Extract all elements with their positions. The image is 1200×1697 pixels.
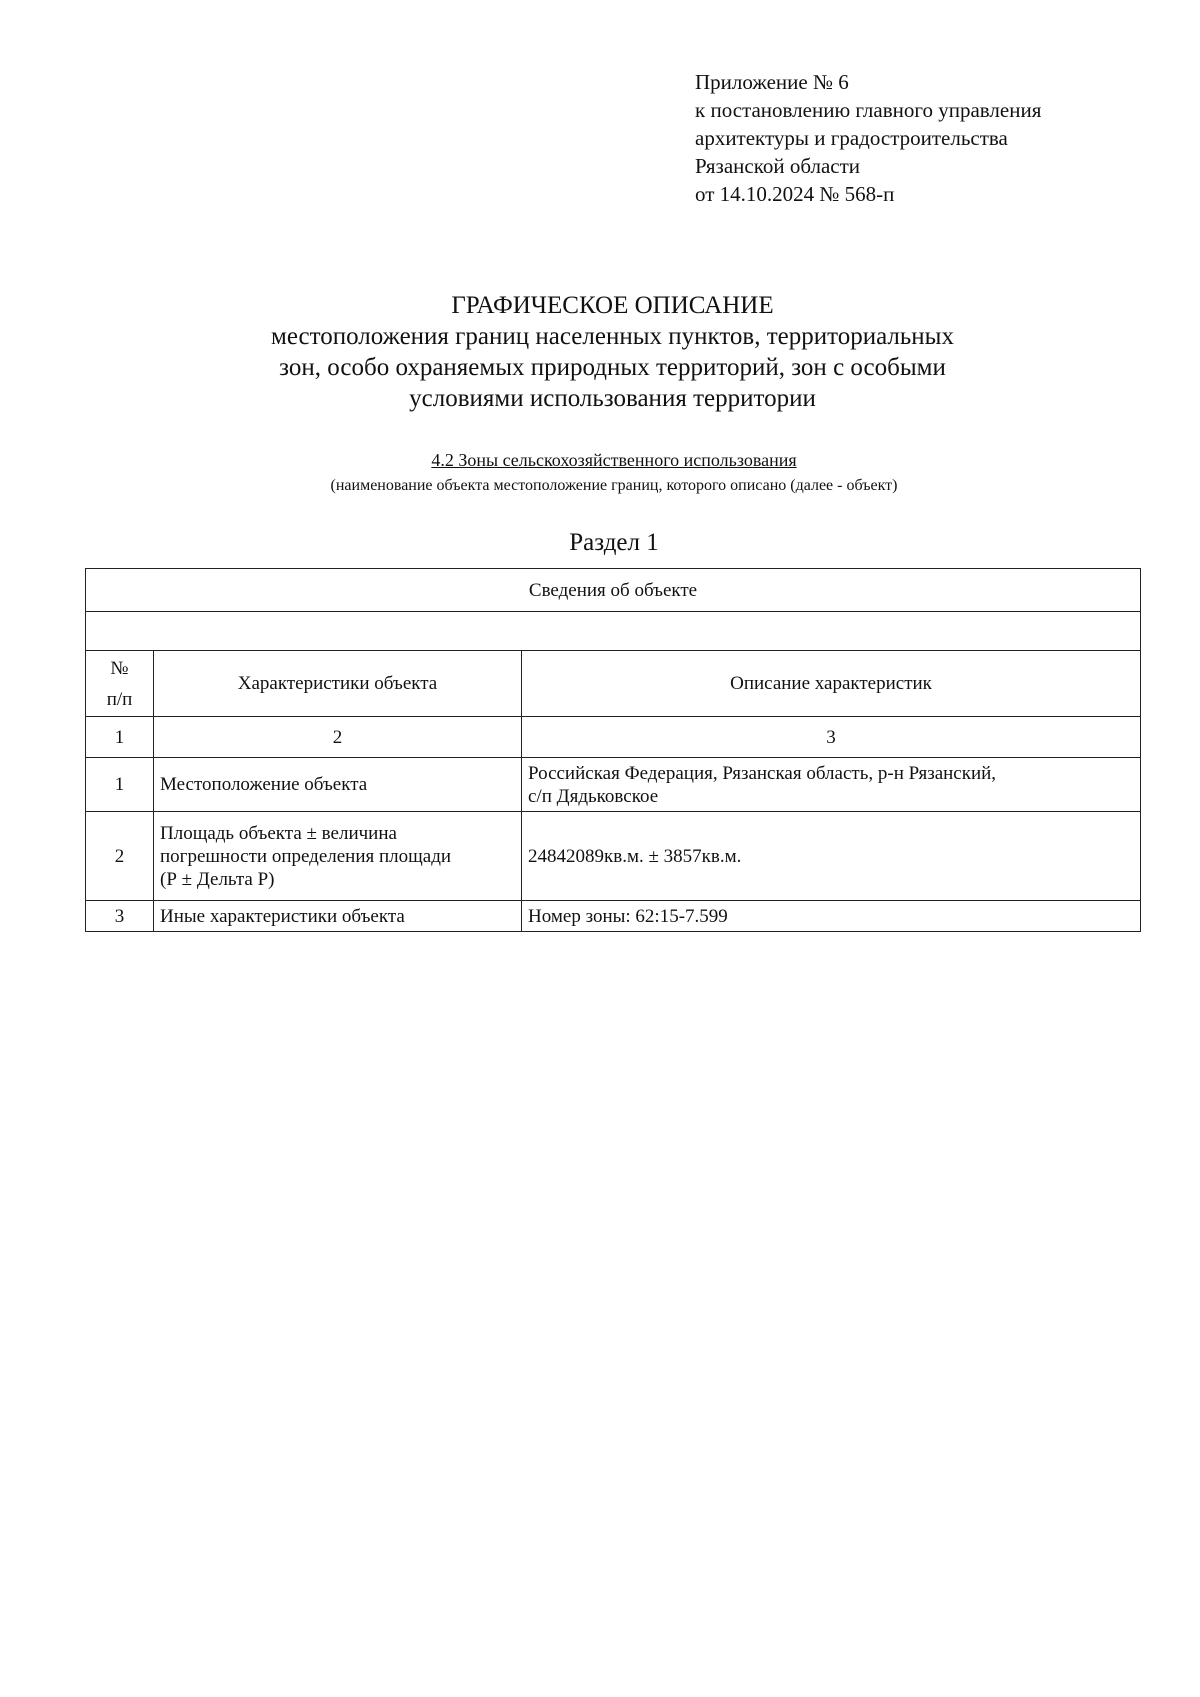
table-title-row: [86, 569, 1141, 612]
index-cell: 2: [154, 717, 522, 758]
header-num: [86, 651, 154, 717]
title-sub-line: условиями использования территории: [409, 385, 816, 412]
row-characteristic-line: (Р ± Дельта Р): [160, 868, 275, 890]
row-characteristic-line: Площадь объекта ± величина: [160, 822, 397, 844]
index-cell: 3: [522, 717, 1141, 758]
header-num-line2: п/п: [106, 688, 133, 710]
approval-line: архитектуры и градостроительства: [695, 126, 1008, 150]
approval-line: Рязанской области: [695, 154, 861, 178]
row-num: 1: [86, 758, 154, 812]
table-header-row: [86, 651, 1141, 717]
title-sub-line: местоположения границ населенных пунктов, территориальных: [271, 323, 954, 350]
approval-block: [695, 68, 1041, 208]
index-cell: 1: [86, 717, 154, 758]
title-main: ГРАФИЧЕСКОЕ ОПИСАНИЕ: [451, 292, 774, 319]
row-characteristic: [154, 812, 522, 901]
table-empty-row: [86, 612, 1141, 651]
approval-line: от 14.10.2024 № 568-п: [695, 182, 895, 206]
document-title: [0, 290, 1200, 414]
table-row: [86, 812, 1141, 901]
row-description: Номер зоны: 62:15-7.599: [522, 901, 1141, 932]
object-name: 4.2 Зоны сельскохозяйственного использования: [431, 450, 797, 470]
object-info-table: [85, 568, 1141, 932]
table-empty-cell: [86, 612, 1141, 651]
row-num: 3: [86, 901, 154, 932]
table-row: [86, 901, 1141, 932]
row-characteristic: Иные характеристики объекта: [154, 901, 522, 932]
row-num: 2: [86, 812, 154, 901]
table-index-row: [86, 717, 1141, 758]
row-description-line: Российская Федерация, Рязанская область, р-н Рязанский,: [528, 762, 997, 784]
row-description-line: с/п Дядьковское: [528, 785, 659, 807]
object-caption: (наименование объекта местоположение границ, которого описано (далее - объект): [330, 477, 898, 494]
table-title: Сведения об объекте: [86, 569, 1141, 612]
row-description: 24842089кв.м. ± 3857кв.м.: [522, 812, 1141, 901]
section-title: Раздел 1: [569, 529, 659, 556]
table-row: [86, 758, 1141, 812]
approval-line: Приложение № 6: [695, 70, 849, 94]
row-characteristic-line: погрешности определения площади: [160, 845, 452, 867]
header-num-line1: №: [110, 657, 129, 679]
header-description: Описание характеристик: [522, 651, 1141, 717]
header-characteristics: Характеристики объекта: [154, 651, 522, 717]
row-description: [522, 758, 1141, 812]
title-sub-line: зон, особо охраняемых природных территорий, зон с особыми: [279, 354, 946, 381]
approval-line: к постановлению главного управления: [695, 98, 1042, 122]
row-characteristic: Местоположение объекта: [154, 758, 522, 812]
